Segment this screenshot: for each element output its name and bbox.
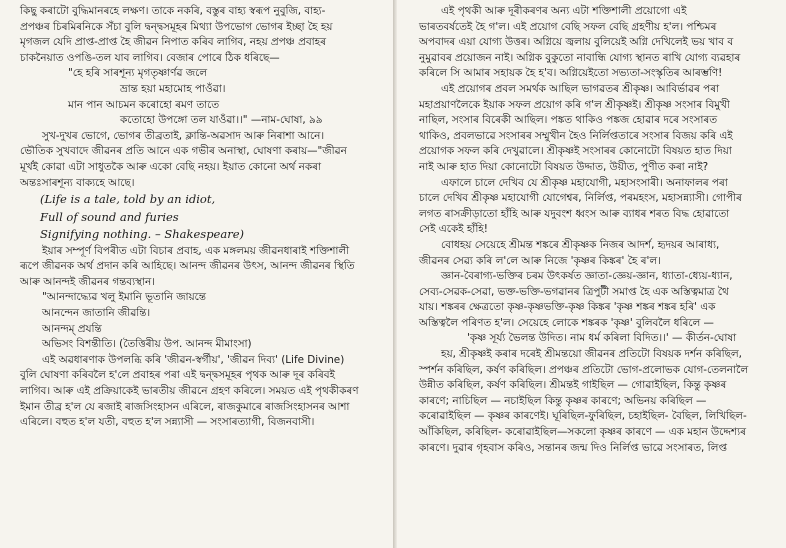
left-page-text-line: (Life is a tale, told by an idiot, bbox=[40, 192, 216, 207]
left-page-text-line: মৃগজল যেদি প্ৰাপ্ত-প্ৰাপ্ত হৈ জীৱন নিপাত কৰিব লাগিব, নহয় প্ৰপঞ্চ প্ৰবাহৰ bbox=[20, 36, 326, 49]
right-page-text-line: মহাপ্ৰয়াণলৈকে ইয়াক সফল প্ৰয়োগ কৰি গ'ল শ্ৰীকৃষ্ণই। শ্ৰীকৃষ্ণ সংসাৰ বিমুখী bbox=[419, 98, 730, 111]
left-page-text-line: মূৰ্খই কোৱা এটা সাধুতকৈ আৰু একো বেছি নহয়। ইয়াত কোনো অৰ্থ নকৰা bbox=[20, 160, 321, 173]
right-page-text-line: এফালে চালে দেখিব যে শ্ৰীকৃষ্ণ মহাযোগী, মহাসংসাৰী। অনাফালৰ পৰা bbox=[441, 176, 728, 189]
right-page-text-line: অপবাদৰ এয়া যোগ্য উত্তৰ। অগ্নিয়ে জ্বলায় বুলিয়েই অগ্নি দেখিলেই ভয় খাব ব bbox=[419, 36, 734, 49]
left-page-text-line: প্ৰপঞ্চৰ চিৰমিৰনিকে সঁচা বুলি দ্বন্দ্বসমূহৰ মিথ্যা উপভোগ ভোগৰ ইচ্ছা হৈ হয় bbox=[20, 20, 333, 33]
right-page-text-line: এই প্ৰয়োগৰ প্ৰবল সমৰ্থক আছিল ভাগৱতৰ শ্ৰীকৃষ্ণ। আবিৰ্ভাৱৰ পৰা bbox=[441, 82, 720, 95]
right-page-text-line: হয়, শ্ৰীকৃষ্ণই কৰাৰ দৰেই শ্ৰীমন্তয়ো জীৱনৰ প্ৰতিটো বিষয়ক দৰ্শন কৰিছিল, bbox=[441, 348, 742, 361]
right-page-text-line: প্ৰয়োগক সফল কৰি দেখুৱালে। শ্ৰীকৃষ্ণই সংসাৰৰ কোনোটো বিষয়ত হাত দিয়া bbox=[419, 145, 732, 158]
right-page-text-line: সেব্য-সেৱক-সেৱা, ভক্ত-ভক্তি-ভগৱানৰ ত্ৰিপুটী সমাপ্ত হৈ এক অস্তিত্বমাত্ৰ থৈ bbox=[419, 285, 729, 298]
right-page-text-line: চালে দেখিব শ্ৰীকৃষ্ণ মহাযোগী যোগেশ্বৰ, নিৰ্লিপ্ত, পৰমহংস, মহাসন্ন্যাসী। গোপীৰ bbox=[419, 192, 742, 205]
left-page-text-line: লাগিব। আৰু এই প্ৰক্ৰিয়াকেই ভাৰতীয় জীৱনে গ্ৰহণ কৰিলে। সময়ত এই পৃথকীকৰণ bbox=[20, 384, 359, 397]
right-page-text-line: লগত ৰাসক্ৰীড়াতো হাঁহি আৰু যদুবংশ ধ্বংস আৰু ব্যাধৰ শৰত বিদ্ধ হোৱাতো bbox=[419, 207, 730, 220]
left-page-text-line: আনন্দেন জাতানি জীৱন্তি। bbox=[42, 307, 151, 319]
left-page-text-line: "আনন্দাদ্ধ্যেৱ খলু ইমানি ভূতানি জায়ন্তে bbox=[42, 291, 206, 304]
left-page-text-line: ভ্ৰান্ত হয়া মহামোহ পাওঁৱা। bbox=[120, 82, 226, 95]
right-page-text-line: থাকিও, প্ৰবলভাৱে সংসাৰৰ সম্মুখীন হৈও নিৰ্লিপ্ততাৰে সংসাৰ বিজয় কৰি এই bbox=[419, 129, 733, 142]
left-page-text-line: বুলি ঘোষণা কৰিবলৈ হ'লে প্ৰবাহৰ পৰা এই দ্বন্দ্বসমূহৰ পৃথক আৰু দূৰ কৰিবই bbox=[20, 369, 335, 382]
left-page-text-line: মান পান আচমন কৰোহো ৰমণ তাতে bbox=[68, 98, 220, 111]
right-page-text-line: বোধহয় সেয়েহে শ্ৰীমন্ত শঙ্কৰে শ্ৰীকৃষ্ণক নিজৰ আদৰ্শ, হৃদয়ৰ আৰাধ্য, bbox=[441, 238, 720, 251]
left-page-text-line: ইমান তীব্ৰ হ'ল যে ৰজাই ৰাজসিংহাসন এৰিলে, ৰাজকুমাৰে ৰাজসিংহাসনৰ আশা bbox=[20, 400, 350, 413]
right-page-text-line: আঁকিছিল, কৰিছিল- কৰোৱাইছিল—সকলো কৃষ্ণৰ কাৰণে — এক মহান উদ্দেশ্যৰ bbox=[419, 426, 746, 439]
right-page-text-line: 'কৃষ্ণ সূৰ্য্য ভৈলন্ত উদিত। নাম ধৰ্ম কৰিলা বিদিত।।' — কীৰ্তন-ঘোষা bbox=[467, 332, 737, 345]
right-page-text-line: স্পৰ্শন কৰিছিল, কৰ্ষণ কৰিছিল। প্ৰপঞ্চৰ প্ৰতিটো ভোগ-প্ৰলোভক যোগ-তেলনালৈ bbox=[419, 363, 749, 376]
right-page-text-line: যায়। শঙ্কৰৰ ক্ষেত্ৰতো কৃষ্ণ-কৃষ্ণভক্তি-কৃষ্ণ কিঙ্কৰ 'কৃষ্ণ শঙ্কৰ শঙ্কৰ হৰি' এক bbox=[419, 301, 716, 314]
left-page-text-line: সুখ-দুখৰ ভোগে, ভোগৰ তীব্ৰতাই, ক্লান্তি-অৱসাদ আৰু নিৰাশা আনে। bbox=[42, 129, 325, 142]
left-page-text-line: ৰূপে জীৱনক অৰ্থ প্ৰদান কৰি আহিছে। আনন্দ জীৱনৰ উৎস, আনন্দ জীৱনৰ স্থিতি bbox=[20, 260, 355, 273]
left-page-text-line: অভিসং বিশন্তীতি। (তৈত্তিৰীয় উপ. আনন্দ মীমাংসা) bbox=[42, 338, 252, 351]
right-page-text-line: জীৱনৰ সেৱ্য কৰি ল'লে আৰু নিজে 'কৃষ্ণৰ কিঙ্কৰ' হৈ ৰ'ল। bbox=[419, 254, 661, 267]
left-page-text-line: কতোহো উপঙ্গো তল যাওঁৱা।।" —নাম-ঘোষা, ৯৯ bbox=[120, 114, 323, 127]
right-page-text-line: নুমুৱাবৰ প্ৰয়োজন নাই। অগ্নিক বুকুতো নাবান্ধি যোগ্য স্থানত ৰাখি যোগ্য ব্যৱহাৰ bbox=[419, 51, 741, 64]
left-page-text-line: এৰিলে। বহুত হ'ল যতী, বহুত হ'ল সন্ন্যাসী — সংসাৰত্যাগী, বিজনবাসী। bbox=[20, 416, 315, 429]
right-page-text-line: এই পৃথকী আৰু দূৰীকৰণৰ অন্য এটা শক্তিশালী প্ৰয়োগো এই bbox=[441, 5, 687, 17]
right-page-text-line: নাই আৰু হাত দিয়া কোনোটো বিষয়ত উদ্দাত, উয়ীত, পুণীত কৰা নাই? bbox=[419, 160, 709, 173]
left-page-text-line: Full of sound and furies bbox=[40, 209, 179, 224]
left-page-text-line: চাকনৈয়াত ওপঙি-তল যাব লাগিব। বেজাৰ পোৰে ঠিক ধৰিছে— bbox=[20, 51, 280, 64]
right-page-text-line: সেই একেই হাঁহি! bbox=[419, 223, 488, 236]
right-page-text-line: কাৰণে; নাচিছিল — নচাইছিল কিন্তু কৃষ্ণৰ কাৰণে; অভিনয় কৰিছিল — bbox=[419, 394, 707, 407]
left-page-text-line: ভৌতিক সুখবাদে জীৱনৰ প্ৰতি আনে এক গভীৰ অনাস্থা, ঘোষণা কৰায়—"জীৱন bbox=[20, 145, 347, 158]
left-page-text-line: কিছু কৰাটো বুদ্ধিমানৰহে লক্ষণ। তাকে নকৰি, বস্তুৰ বাহ্য স্বৰূপ নুবুজি, বাহ্য- bbox=[20, 5, 326, 17]
right-page-text-line: অস্তিত্বলৈ পৰিণত হ'ল। সেয়েহে লোকে শঙ্কৰক 'কৃষ্ণ' বুলিবলৈ ধৰিলে — bbox=[419, 316, 714, 329]
right-page-text-line: কাৰণে। দুৱাৰ গৃহবাস কৰিও, সন্তানৰ জন্ম দিও নিৰ্লিপ্ত ভাৱে সংসাৰত, লিপ্ত bbox=[419, 441, 727, 454]
right-page-text-line: নাছিল, সংসাৰ বিৰেকী আছিল। পঙ্কত থাকিও পঙ্কজ হোৱাৰ দৰে সংসাৰত bbox=[419, 114, 717, 127]
left-page-text-line: ইয়াৰ সম্পূৰ্ণ বিপৰীত এটা বিচাৰ প্ৰবাহ, এক মঙ্গলময় জীৱনধাৰাই শক্তিশালী bbox=[42, 244, 350, 257]
right-page-text-line: জ্ঞান-বৈৰাগ্য-ভক্তিৰ চৰম উৎকৰ্ষত জ্ঞাতা-জ্ঞেয়-জ্ঞান, ধ্যাতা-ধ্যেয়-ধ্যান, bbox=[441, 270, 733, 283]
left-page-text-line: Signifying nothing. – Shakespeare) bbox=[40, 227, 245, 242]
left-page-text-line: আনন্দম্ প্ৰযন্তি bbox=[42, 322, 102, 335]
right-page-text-line: কৰিলে সি আমাৰ সহায়ক হৈ হ'ব। অগ্নিয়েইতো সভ্যতা-সংস্কৃতিৰ আৰম্ভণি! bbox=[419, 67, 723, 80]
right-page-text-line: ভাৰতবৰ্ষতেই হৈ গ'ল। এই প্ৰয়োগ বেছি সফল বেছি গ্ৰহণীয় হ'ল। পশ্চিমৰ bbox=[419, 20, 717, 33]
right-page-text-line: কৰোৱাইছিল — কৃষ্ণৰ কাৰণেই। ঘূৰিছিল-ফুৰিছিল, চহাইছিল- বৈছিল, লিখিছিল- bbox=[419, 410, 747, 423]
left-page-text-line: "হে হৰি সাৰশূন্য মৃগতৃষ্ণাৰ্ণৱ জলে bbox=[68, 67, 208, 80]
left-page-text-line: আৰু আনন্দই জীৱনৰ গন্তব্যস্থান। bbox=[20, 275, 155, 288]
left-page-text-line: এই অৱধাৰণাক উপলব্ধি কৰি 'জীৱন-স্বৰ্গীয়', 'জীৱন দিব্য' (Life Divine) bbox=[42, 353, 345, 366]
right-page bbox=[397, 0, 786, 548]
left-page-text-line: অন্তঃসাৰশূন্য বাক্যহে আছে। bbox=[20, 176, 135, 189]
right-page-text-line: উন্নীত কৰিছিল, কৰ্ষণ কৰিছিল। শ্ৰীমন্তই গাইছিল — গোৱাইছিল, কিন্তু কৃষ্ণৰ bbox=[419, 379, 727, 392]
